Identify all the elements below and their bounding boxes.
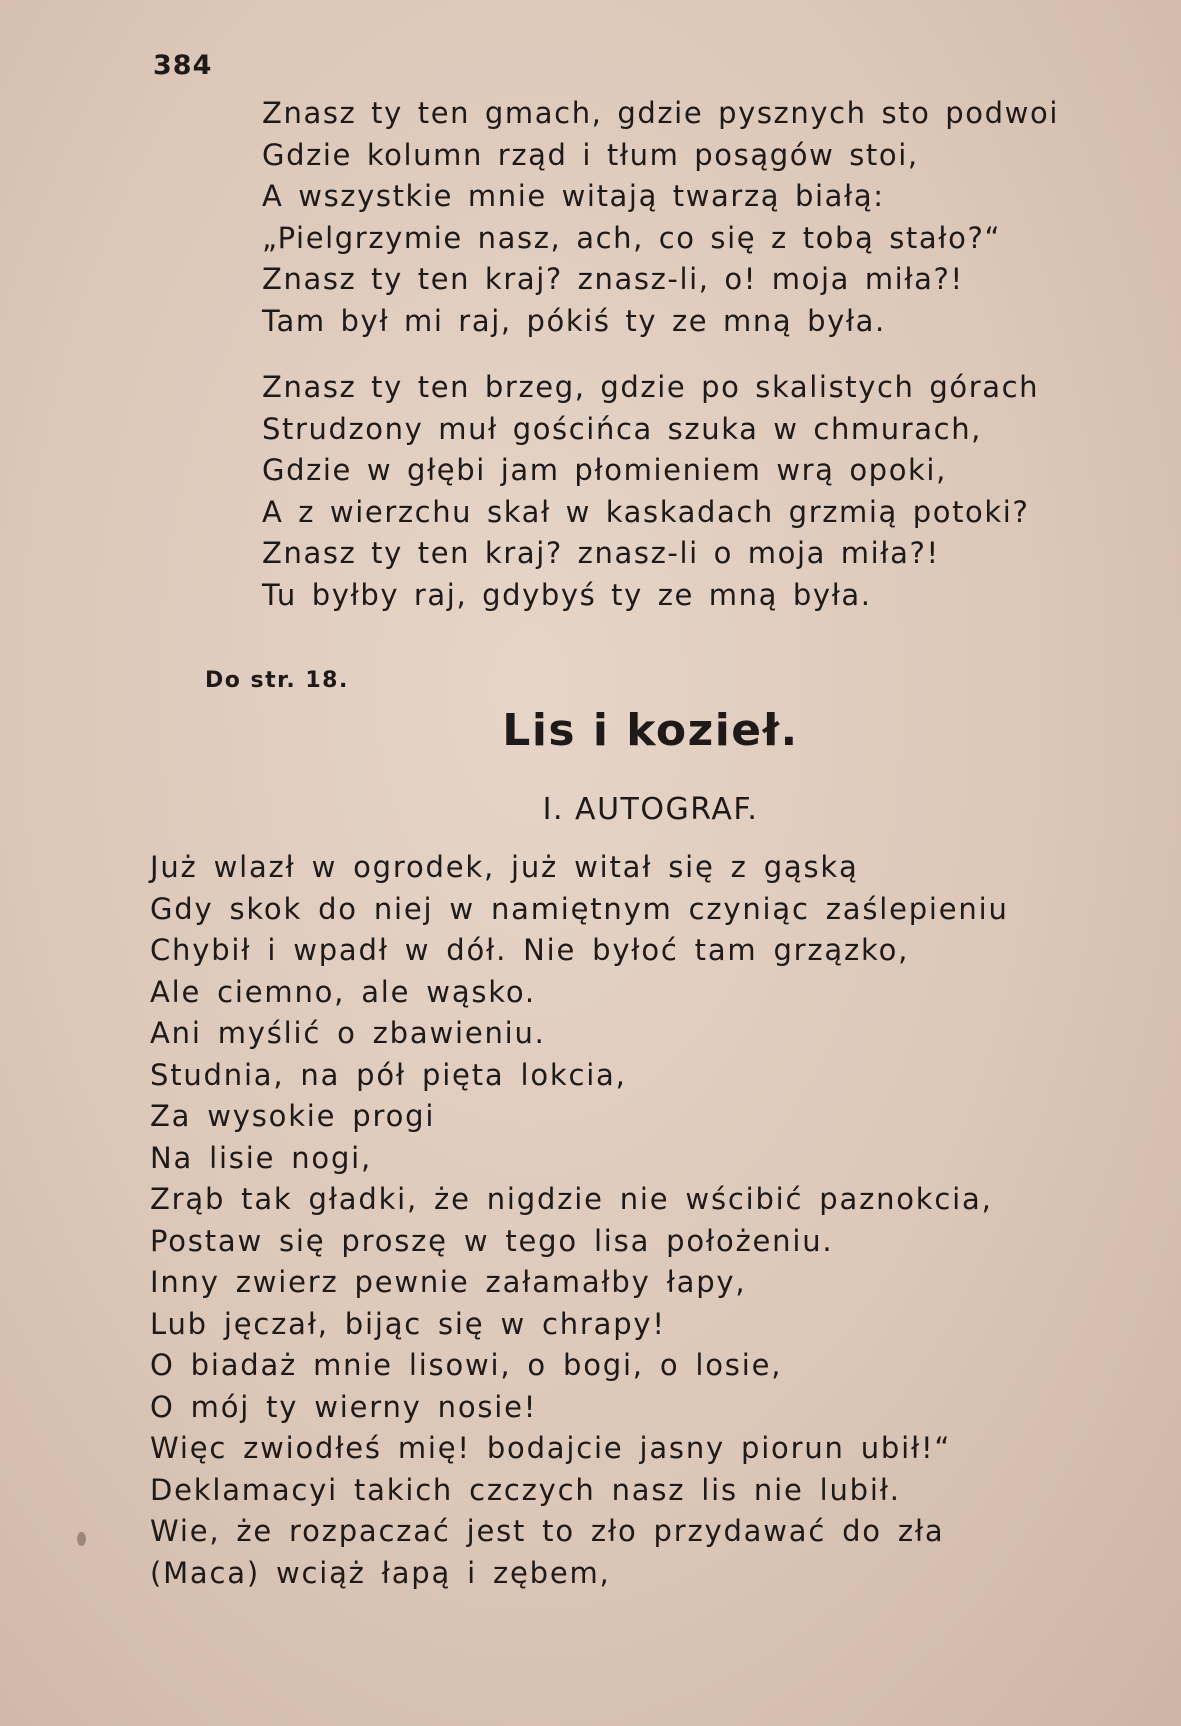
verse-line: Chybił i wpadł w dół. Nie byłoć tam grzązko,: [150, 933, 910, 967]
verse-line: Inny zwierz pewnie załamałby łapy,: [150, 1265, 747, 1299]
page-reference: Do str. 18.: [205, 668, 349, 693]
verse-line: A z wierzchu skał w kaskadach grzmią potoki?: [262, 494, 1030, 529]
verse-line: Zrąb tak gładki, że nigdzie nie wścibić paznokcia,: [150, 1182, 993, 1216]
poem-body: [150, 847, 1009, 1594]
poem-stanza-1: [262, 93, 1059, 342]
poem-title: Lis i kozieł.: [502, 705, 799, 756]
verse-line: Znasz ty ten kraj? znasz-li, o! moja miła?!: [262, 262, 964, 296]
page-number: 384: [153, 50, 213, 81]
verse-line: O mój ty wierny nosie!: [150, 1389, 538, 1424]
verse-line: Studnia, na pół pięta lokcia,: [150, 1057, 627, 1092]
verse-line: O biadaż mnie lisowi, o bogi, o losie,: [150, 1348, 783, 1382]
verse-line: Gdzie kolumn rząd i tłum posągów stoi,: [262, 137, 919, 172]
verse-line: Tam był mi raj, pókiś ty ze mną była.: [262, 303, 886, 338]
poem-stanza-2: [262, 367, 1039, 616]
verse-line: Znasz ty ten gmach, gdzie pysznych sto podwoi: [262, 96, 1059, 130]
verse-line: Już wlazł w ogrodek, już witał się z gąską: [150, 850, 859, 884]
verse-line: Postaw się proszę w tego lisa położeniu.: [150, 1223, 834, 1258]
verse-line: Znasz ty ten kraj? znasz-li o moja miła?!: [262, 536, 940, 570]
paper-stain: [77, 1532, 86, 1546]
verse-line: Wie, że rozpaczać jest to zło przydawać do zła: [150, 1514, 945, 1548]
verse-line: Więc zwiodłeś mię! bodajcie jasny piorun ubił!“: [150, 1431, 952, 1465]
verse-line: Strudzony muł gościńca szuka w chmurach,: [262, 411, 982, 446]
verse-line: „Pielgrzymie nasz, ach, co się z tobą stało?“: [262, 220, 1002, 255]
verse-line: A wszystkie mnie witają twarzą białą:: [262, 179, 885, 213]
verse-line: Lub jęczał, bijąc się w chrapy!: [150, 1306, 666, 1341]
section-subtitle: I. AUTOGRAF.: [542, 792, 759, 827]
verse-line: Na lisie nogi,: [150, 1140, 373, 1175]
verse-line: Gdy skok do niej w namiętnym czyniąc zaślepieniu: [150, 891, 1009, 926]
verse-line: Tu byłby raj, gdybyś ty ze mną była.: [262, 577, 872, 612]
verse-line: Za wysokie progi: [150, 1099, 436, 1133]
verse-line: Ani myślić o zbawieniu.: [150, 1016, 546, 1050]
verse-line: Znasz ty ten brzeg, gdzie po skalistych górach: [262, 370, 1040, 404]
verse-line: Gdzie w głębi jam płomieniem wrą opoki,: [262, 453, 947, 487]
verse-line: Ale ciemno, ale wąsko.: [150, 974, 536, 1009]
verse-line: Deklamacyi takich czczych nasz lis nie lubił.: [150, 1472, 901, 1507]
verse-line: (Maca) wciąż łapą i zębem,: [150, 1555, 611, 1590]
